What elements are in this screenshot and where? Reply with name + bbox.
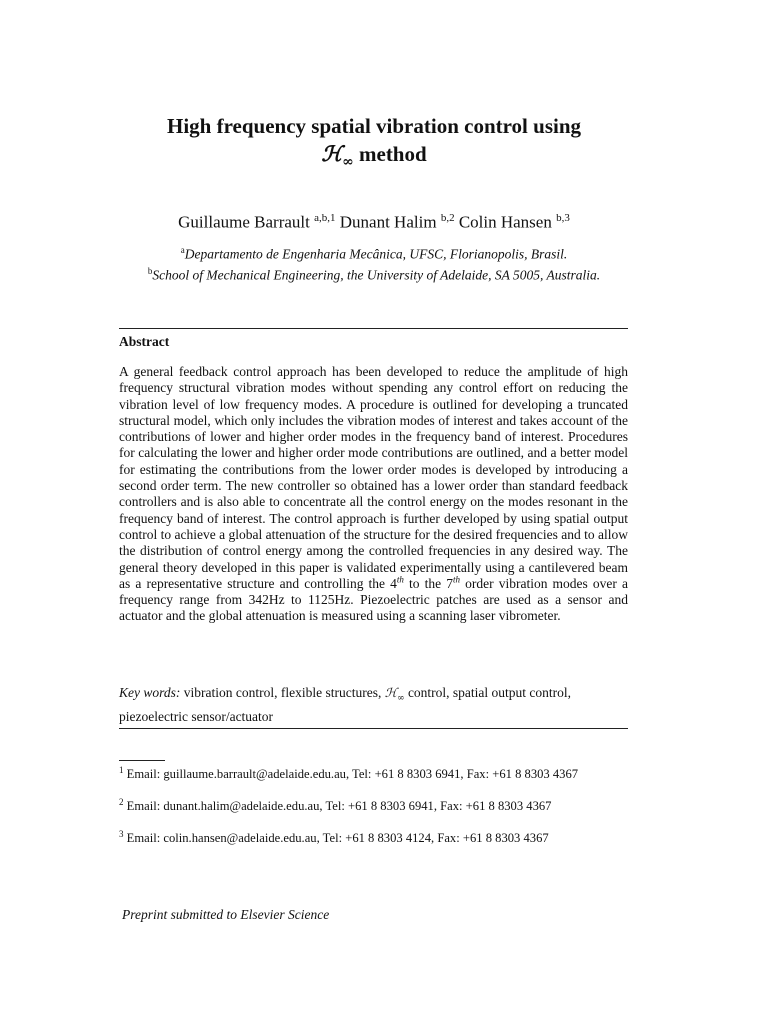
paper-title [118, 113, 630, 176]
h-infinity-letter: ℋ [321, 141, 343, 166]
abstract-text: order vibration modes over a frequency range from 342Hz to 1125Hz. Piezoelectric patches are used as a sensor and actuator and the global attenuation is measured using a scanning laser vibrometer. [119, 575, 629, 624]
abstract-heading: Abstract [119, 334, 170, 349]
keywords [119, 684, 628, 725]
affiliation-mark: b [147, 266, 153, 276]
footnote-rule [119, 760, 165, 761]
footnote-text: Email: guillaume.barrault@adelaide.edu.au, Tel: +61 8 8303 6941, Fax: +61 8 8303 4367 [126, 767, 579, 782]
footnote [119, 795, 628, 815]
footnote-text: Email: colin.hansen@adelaide.edu.au, Tel: +61 8 8303 4124, Fax: +61 8 8303 4367 [126, 831, 549, 846]
footnote-text: Email: dunant.halim@adelaide.edu.au, Tel: +61 8 8303 6941, Fax: +61 8 8303 4367 [126, 799, 552, 814]
author-name: Colin Hansen [458, 212, 552, 232]
footnote-mark: 2 [119, 797, 124, 807]
keywords-text: control, spatial output control, piezoelectric sensor/actuator [119, 685, 572, 724]
h-infinity-symbol [321, 141, 354, 171]
footnote-mark: 3 [119, 829, 124, 839]
title-line-1: High frequency spatial vibration control using [166, 114, 582, 138]
h-infinity-symbol [384, 685, 405, 704]
preprint-note: Preprint submitted to Elsevier Science [122, 907, 330, 922]
h-infinity-subscript: ∞ [397, 693, 405, 704]
author-affiliation-marks: b,2 [440, 212, 455, 224]
author-affiliation-marks: b,3 [556, 212, 570, 224]
author-name: Guillaume Barrault [178, 212, 310, 232]
abstract-text: to the 7 [403, 575, 453, 591]
abstract-body [119, 364, 628, 625]
footnote [119, 763, 628, 783]
author-list [118, 207, 630, 234]
affiliation-a [136, 241, 612, 264]
abstract-text: A general feedback control approach has been developed to reduce the amplitude of high frequency structural vibration modes without spending any control effort on reducing the vibration level of low frequency modes. A procedure is outlined for developing a truncated structural model, which only includes the vibration modes of interest and takes account of the contributions of lower and higher order modes in the frequency band of interest. Procedures for calculating the lower and higher order mode contributions are outlined, and a better model for estimating the contributions from the lower order modes is developed by introducing a second order term. The new controller so obtained has a lower order than standard feedback controllers and is also able to concentrate all the control energy on the modes resonant in the frequency band of interest. The control approach is further developed by using spatial output control to achieve a global attenuation of the structure for the desired frequencies and to allow the distribution of control energy among the controlled frequencies in any desired way. The general theory developed in this paper is validated experimentally using a cantilevered beam as a representative structure and controlling the 4 [119, 364, 628, 591]
footnote-mark: 1 [119, 765, 124, 775]
abstract-bottom-rule [119, 728, 628, 729]
title-line-2: method [353, 142, 427, 166]
author-name: Dunant Halim [339, 212, 437, 232]
keywords-text: vibration control, flexible structures, [180, 685, 385, 700]
affiliation-text: Departamento de Engenharia Mecânica, UFSC, Florianopolis, Brasil. [184, 246, 568, 262]
author-affiliation-marks: a,b,1 [314, 212, 336, 224]
abstract-top-rule [119, 328, 628, 329]
h-infinity-letter: ℋ [384, 685, 398, 700]
h-infinity-subscript: ∞ [342, 154, 354, 171]
affiliation-b [136, 262, 612, 285]
footnote [119, 827, 628, 847]
ordinal-suffix: th [453, 574, 461, 585]
affiliation-mark: a [180, 245, 185, 255]
keywords-label: Key words: [119, 685, 181, 700]
affiliation-text: School of Mechanical Engineering, the University of Adelaide, SA 5005, Australia. [152, 267, 601, 283]
ordinal-suffix: th [396, 574, 404, 585]
